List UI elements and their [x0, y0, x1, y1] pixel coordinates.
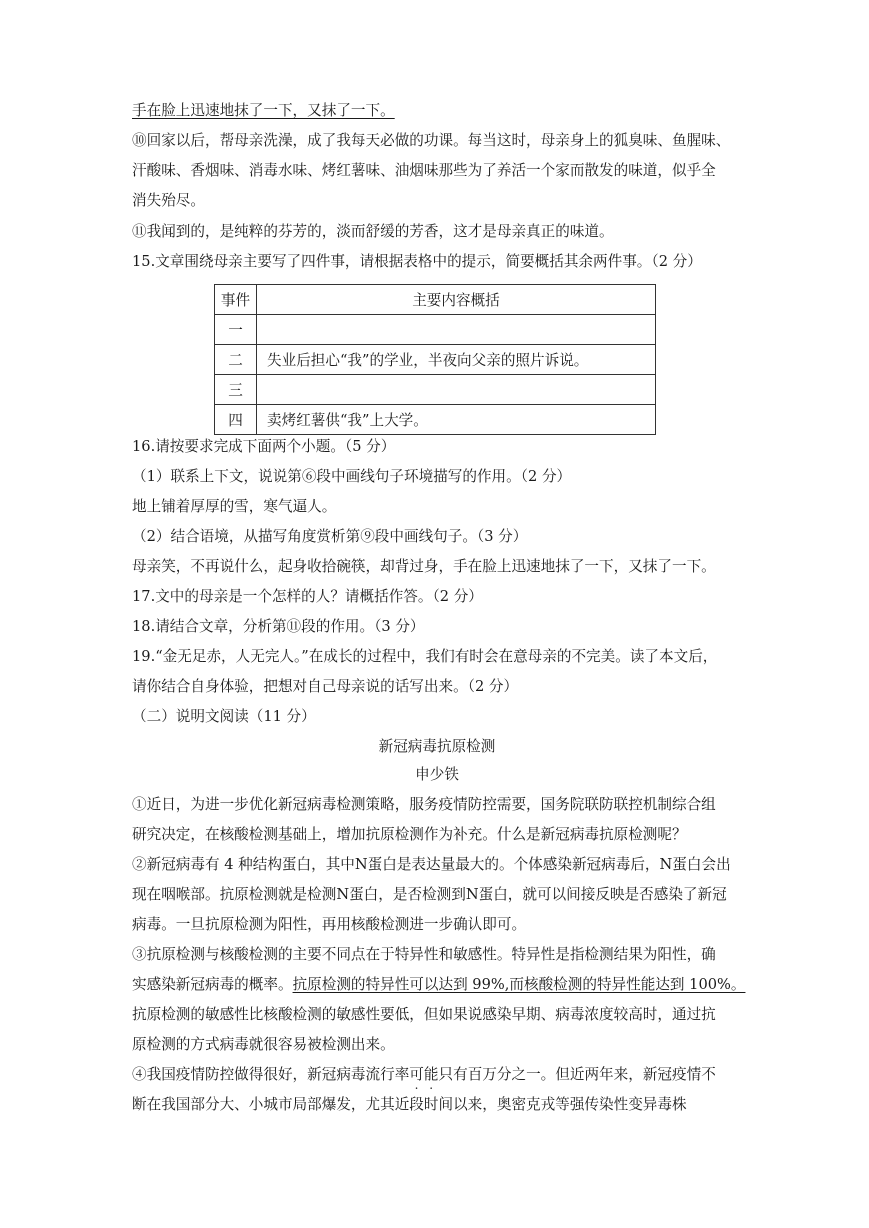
- article-paragraph-4-line1: [132, 1065, 716, 1085]
- paragraph-3-underlined-sentence: 抗原检测的特异性可以达到 99%,而核酸检测的特异性能达到 100%。: [292, 976, 746, 993]
- question-17: 17.文中的母亲是一个怎样的人？请概括作答。（2 分）: [132, 588, 483, 605]
- article-title: 新冠病毒抗原检测: [378, 738, 496, 755]
- question-18: 18.请结合文章，分析第⑪段的作用。（3 分）: [132, 618, 425, 635]
- table-row: [215, 405, 656, 435]
- article-paragraph-4-line2: 断在我国部分大、小城市局部爆发，尤其近段时间以来，奥密克戎等强传染性变异毒株: [132, 1096, 687, 1113]
- paragraph-10-line1: ⑩回家以后，帮母亲洗澡，成了我每天必做的功课。每当这时，母亲身上的狐臭味、鱼腥味、: [132, 132, 731, 149]
- table-cell-event: 三: [215, 375, 257, 405]
- article-paragraph-3-line1: ③抗原检测与核酸检测的主要不同点在于特异性和敏感性。特异性是指检测结果为阳性，确: [132, 946, 716, 963]
- question-16-2: （2）结合语境，从描写角度赏析第⑨段中画线句子。（3 分）: [132, 528, 528, 545]
- table-cell-summary: 失业后担心“我”的学业，半夜向父亲的照片诉说。: [257, 345, 656, 375]
- table-row: [215, 345, 656, 375]
- story-end-underlined: 手在脸上迅速地抹了一下，又抹了一下。: [132, 102, 395, 119]
- table-header-summary: 主要内容概括: [257, 285, 656, 315]
- question-15: 15.文章围绕母亲主要写了四件事，请根据表格中的提示，简要概括其余两件事。（2 分）: [132, 253, 702, 270]
- question-19-line2: 请你结合自身体验，把想对自己母亲说的话写出来。（2 分）: [132, 678, 519, 695]
- table-cell-summary: [257, 375, 656, 405]
- table-cell-event: 四: [215, 405, 257, 435]
- article-paragraph-2-line1: ②新冠病毒有 4 种结构蛋白，其中N蛋白是表达量最大的。个体感染新冠病毒后，N蛋白会出: [132, 856, 731, 873]
- question-16-1: （1）联系上下文，说说第⑥段中画线句子环境描写的作用。（2 分）: [132, 468, 572, 485]
- question-16-2-sentence: 母亲笑，不再说什么，起身收拾碗筷，却背过身，手在脸上迅速地抹了一下，又抹了一下。: [132, 558, 716, 575]
- article-author: 申少铁: [415, 766, 459, 783]
- table-row: [215, 375, 656, 405]
- paragraph-10-line2: 汗酸味、香烟味、消毒水味、烤红薯味、油烟味那些为了养活一个家而散发的味道，似乎全: [132, 162, 716, 179]
- paragraph-10-line3: 消失殆尽。: [132, 192, 205, 209]
- question-16: 16.请按要求完成下面两个小题。（5 分）: [132, 438, 396, 455]
- article-paragraph-1-line1: ①近日，为进一步优化新冠病毒检测策略，服务疫情防控需要，国务院联防联控机制综合组: [132, 796, 716, 813]
- table-header-event: 事件: [215, 285, 257, 315]
- paragraph-4-text: ④我国疫情防控做得很好，新冠病毒流行率: [132, 1066, 410, 1083]
- events-table: [214, 284, 656, 435]
- emphasis-char: 可: [409, 1066, 424, 1083]
- table-header-row: [215, 285, 656, 315]
- table-row: [215, 315, 656, 345]
- article-paragraph-3-line2: [132, 975, 745, 995]
- question-16-1-sentence: 地上铺着厚厚的雪，寒气逼人。: [132, 498, 337, 515]
- table-cell-event: 一: [215, 315, 257, 345]
- question-19-line1: 19.“金无足赤，人无完人。”在成长的过程中，我们有时会在意母亲的不完美。读了本文后，: [132, 648, 718, 665]
- table-cell-summary: [257, 315, 656, 345]
- article-paragraph-2-line3: 病毒。一旦抗原检测为阳性，再用核酸检测进一步确认即可。: [132, 916, 527, 933]
- article-paragraph-3-line4: 原检测的方式病毒就很容易被检测出来。: [132, 1036, 395, 1053]
- table-cell-summary: 卖烤红薯供“我”上大学。: [257, 405, 656, 435]
- section-2-heading: （二）说明文阅读（11 分）: [132, 708, 316, 725]
- paragraph-11: ⑪我闻到的，是纯粹的芬芳的，淡而舒缓的芳香，这才是母亲真正的味道。: [132, 223, 614, 240]
- table-cell-event: 二: [215, 345, 257, 375]
- article-paragraph-1-line2: 研究决定，在核酸检测基础上，增加抗原检测作为补充。什么是新冠病毒抗原检测呢？: [132, 826, 687, 843]
- emphasis-char: 能: [423, 1066, 439, 1083]
- article-paragraph-3-line3: 抗原检测的敏感性比核酸检测的敏感性要低，但如果说感染早期、病毒浓度较高时，通过抗: [132, 1006, 716, 1023]
- article-paragraph-2-line2: 现在咽喉部。抗原检测就是检测N蛋白，是否检测到N蛋白，就可以间接反映是否感染了新冠: [132, 886, 727, 903]
- paragraph-4-text: 只有百万分之一。但近两年来，新冠疫情不: [438, 1066, 716, 1083]
- paragraph-3-text: 实感染新冠病毒的概率。: [132, 976, 293, 993]
